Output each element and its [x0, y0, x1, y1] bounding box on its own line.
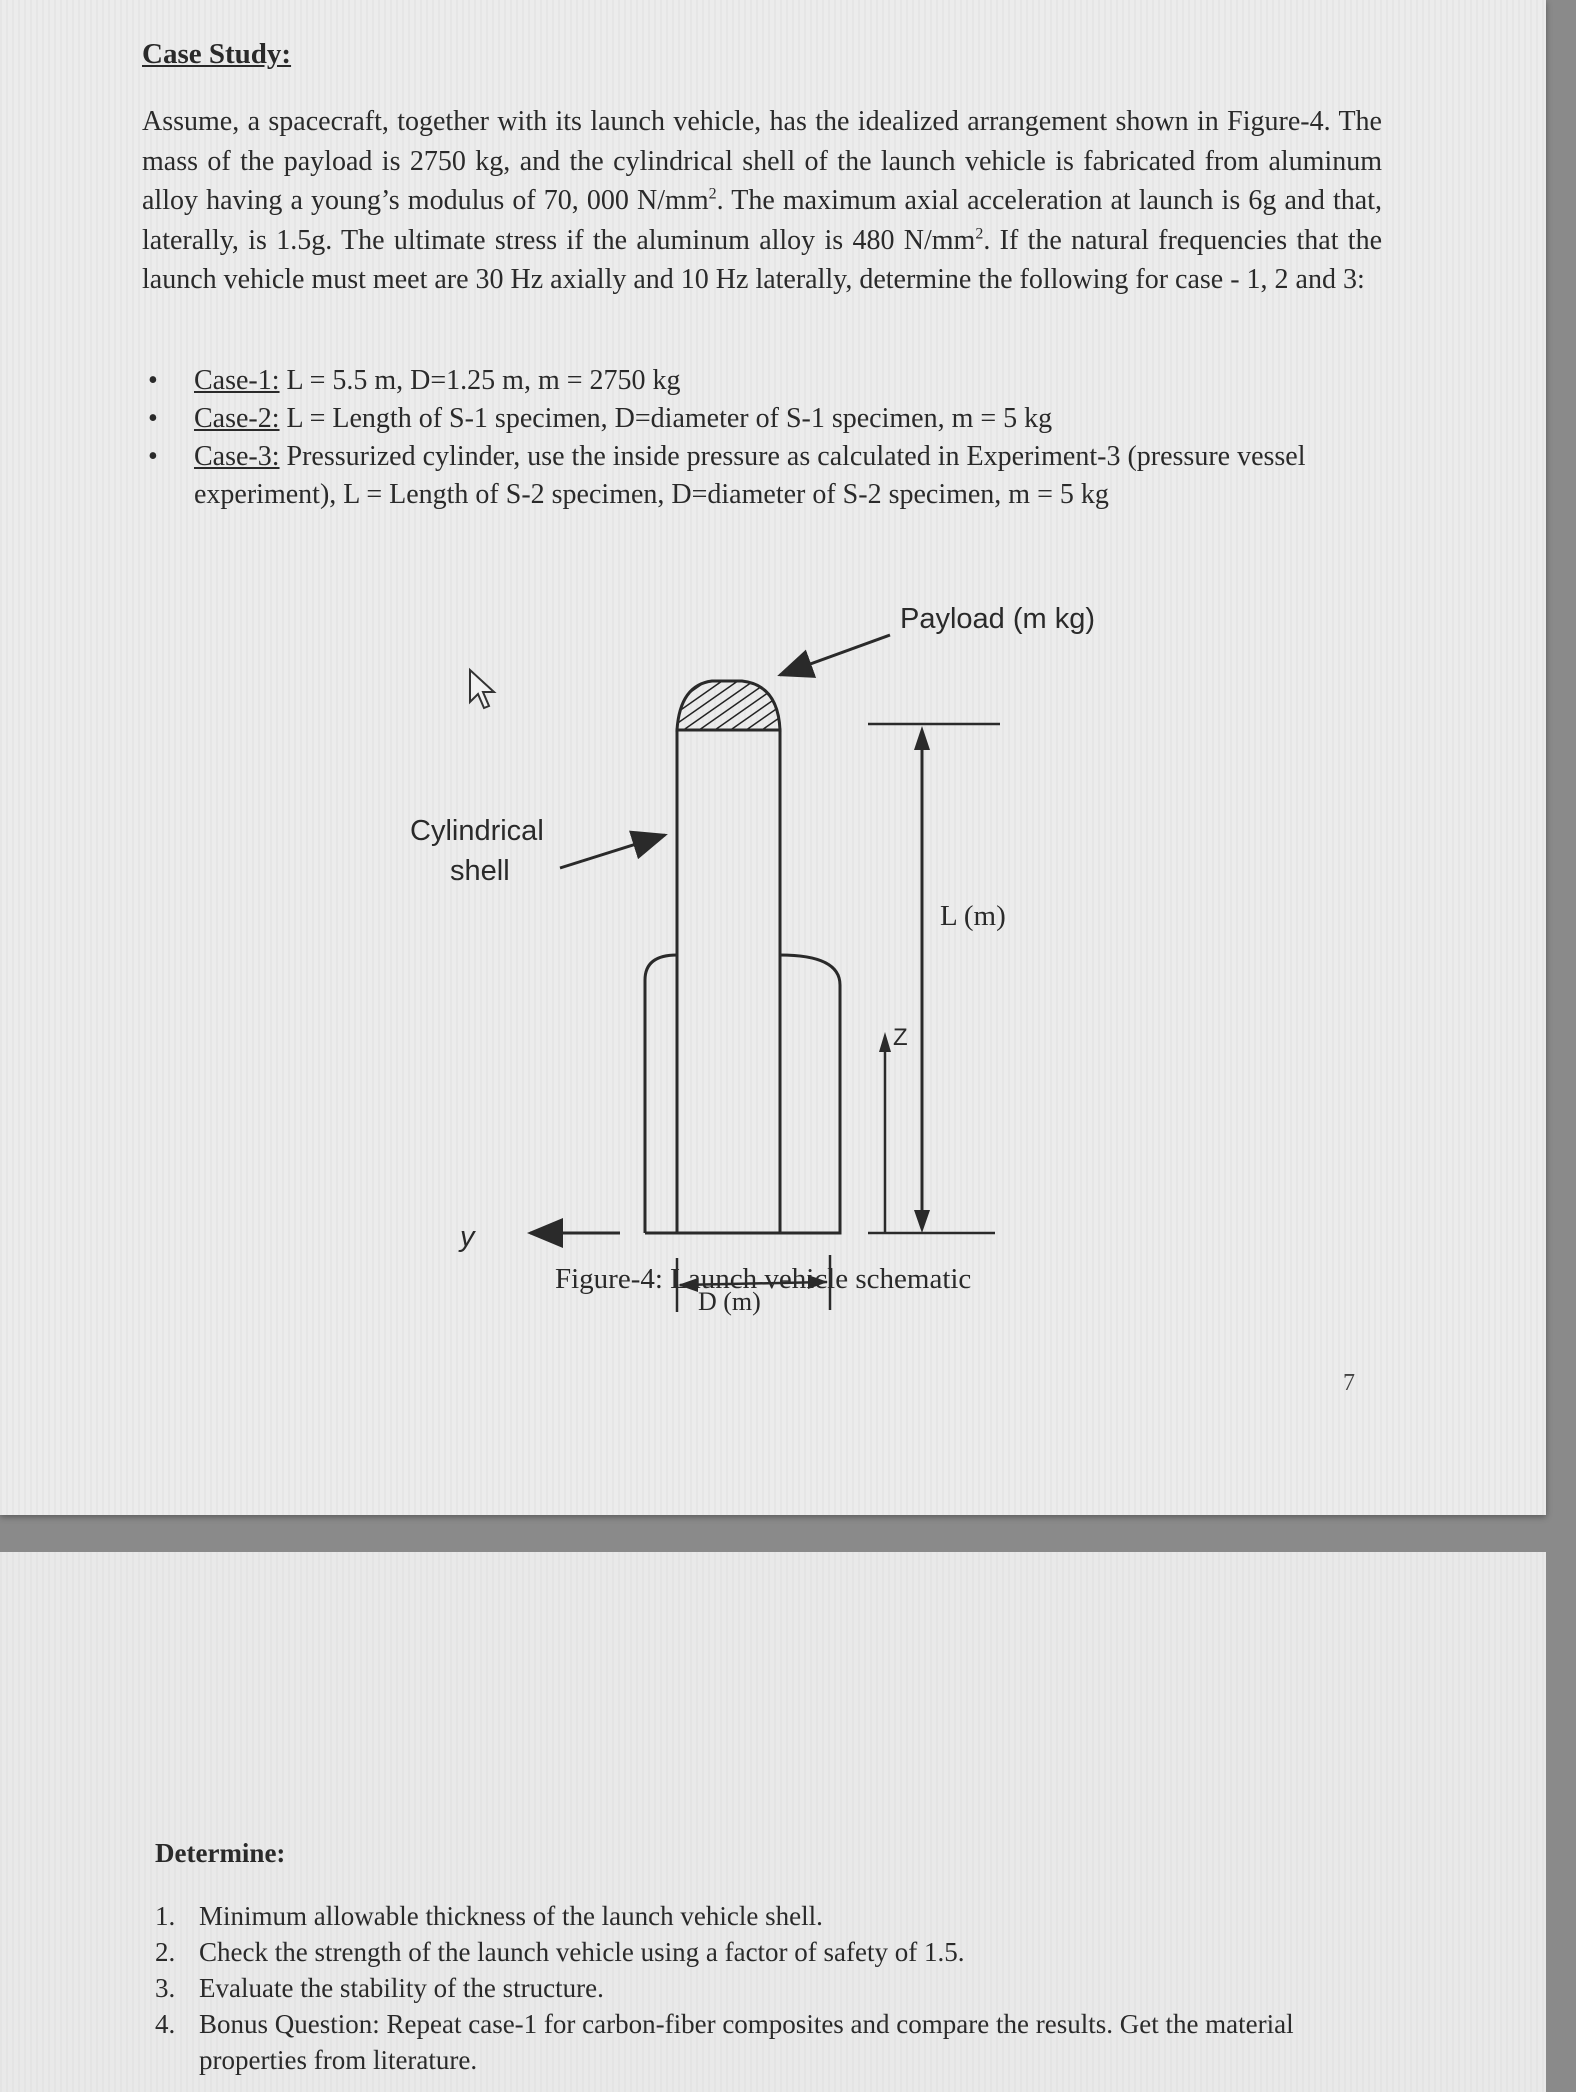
length-arrowhead-top [914, 726, 930, 750]
list-item [155, 1934, 1355, 1970]
bullet-icon: • [148, 441, 158, 472]
cylindrical-shell [677, 730, 780, 1233]
superscript-squared-2: 2 [975, 225, 984, 243]
item-text: Evaluate the stability of the structure. [199, 1973, 604, 2003]
launch-vehicle-schematic [380, 590, 1140, 1330]
list-item [155, 1898, 1355, 1934]
left-booster [645, 955, 677, 1233]
payload-dome [677, 681, 780, 730]
figure-caption: Figure-4: Launch vehicle schematic [555, 1263, 972, 1295]
z-axis-arrowhead [879, 1032, 891, 1052]
case-name: Case-1: [194, 365, 280, 396]
problem-statement [142, 102, 1382, 300]
payload-label: Payload (m kg) [900, 603, 1096, 635]
bullet-icon: • [148, 365, 158, 396]
item-text: Minimum allowable thickness of the launch vehicle shell. [199, 1901, 823, 1931]
statement-part-1: Assume, a spacecraft, together with its launch vehicle, has the idealized arrangement shown in Figure-4. The mass of the payload is 2750 kg, and the cylindrical shell of the launch vehicle is fabricated from aluminum alloy having a young’s modulus of 70, 000 N/mm [142, 106, 1382, 216]
case-text: L = Length of S-1 specimen, D=diameter of S-1 specimen, m = 5 kg [279, 403, 1053, 434]
case-name: Case-3: [194, 441, 280, 472]
length-arrowhead-bottom [914, 1210, 930, 1233]
superscript-squared-1: 2 [708, 185, 717, 203]
item-number: 2. [155, 1937, 176, 1967]
bullet-icon: • [148, 403, 158, 434]
shell-label-line1: Cylindrical [410, 815, 544, 847]
shell-label-line2: shell [450, 855, 510, 887]
item-number: 3. [155, 1973, 176, 2003]
item-text: Bonus Question: Repeat case-1 for carbon-fiber composites and compare the results. Get the material properties from literature. [199, 2009, 1294, 2075]
determine-heading: Determine: [155, 1838, 286, 1868]
list-item-case-2 [142, 400, 1382, 438]
item-text: Check the strength of the launch vehicle using a factor of safety of 1.5. [199, 1937, 965, 1967]
case-name: Case-2: [194, 403, 280, 434]
item-number: 1. [155, 1901, 176, 1931]
mouse-cursor-icon [470, 670, 494, 708]
length-label: L (m) [940, 900, 1006, 932]
statement-part-3: . If the natural frequencies that the launch vehicle must meet are 30 Hz axially and 10 Hz laterally, determine the following for case - 1, 2 and 3: [142, 224, 1383, 295]
payload-leader-line [780, 635, 890, 675]
case-text: Pressurized cylinder, use the inside pressure as calculated in Experiment-3 (pressure vessel experiment), L = Length of S-2 specimen, D=diameter of S-2 specimen, m = 5 kg [194, 441, 1306, 510]
case-list [142, 362, 1382, 514]
case-text: L = 5.5 m, D=1.25 m, m = 2750 kg [279, 365, 681, 396]
item-number: 4. [155, 2009, 176, 2039]
list-item-case-3 [142, 438, 1382, 514]
y-axis-label: y [460, 1221, 475, 1253]
z-axis-label: Z [893, 1024, 908, 1051]
shell-leader-line [560, 835, 665, 868]
list-item-case-1 [142, 362, 1382, 400]
right-booster [780, 955, 840, 1233]
diameter-label: D (m) [698, 1287, 761, 1316]
page-number: 7 [1343, 1370, 1355, 1396]
case-study-heading: Case Study: [142, 38, 292, 70]
determine-list [155, 1898, 1355, 2078]
list-item [155, 1970, 1355, 2006]
list-item [155, 2006, 1355, 2078]
statement-part-2: . The maximum axial acceleration at launch is 6g and that, laterally, is 1.5g. The ultimate stress if the aluminum alloy is 480 N/mm [142, 185, 1382, 256]
